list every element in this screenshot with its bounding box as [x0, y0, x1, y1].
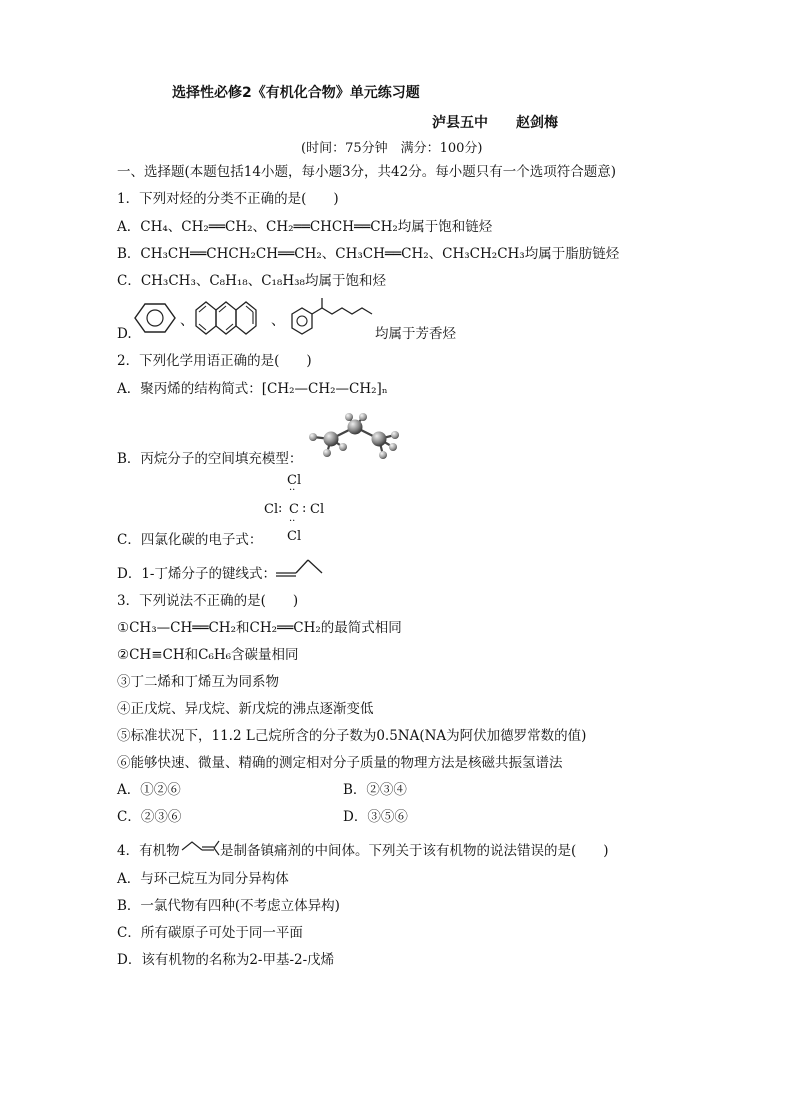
ccl4-cl-top: Cl	[287, 473, 302, 488]
1-butene-skeletal-formula	[274, 556, 326, 578]
q2-option-a: A．聚丙烯的结构简式：[CH₂—CH₂—CH₂]ₙ	[117, 381, 388, 397]
section-heading: 一、选择题(本题包括14小题，每小题3分，共42分。每小题只有一个选项符合题意)	[117, 164, 616, 180]
author-name: 赵剑梅	[516, 115, 558, 131]
ccl4-c-atom: C	[289, 502, 299, 517]
q1-option-a: A．CH₄、CH₂══CH₂、CH₂══CHCH══CH₂均属于饱和链烃	[117, 219, 493, 235]
q3-stem: 3．下列说法不正确的是( )	[117, 593, 299, 609]
q1-stem: 1．下列对烃的分类不正确的是( )	[117, 191, 339, 207]
q2-option-b: B．丙烷分子的空间填充模型：	[117, 451, 303, 467]
q1-option-b: B．CH₃CH══CHCH₂CH══CH₂、CH₃CH══CH₂、CH₃CH₂CH₃均属于脂肪链烃	[117, 246, 620, 262]
2-methyl-2-pentene-skeletal-formula	[180, 836, 220, 858]
propane-space-filling-model	[303, 413, 405, 461]
q4-option-d: D．该有机物的名称为2-甲基-2-戊烯	[117, 952, 335, 968]
q3-statement-2: ②CH≡CH和C₆H₆含碳量相同	[117, 647, 299, 663]
q3-option-d: D．③⑤⑥	[343, 809, 408, 825]
q3-statement-3: ③丁二烯和丁烯互为同系物	[117, 674, 279, 690]
q1-d-sep-2: 、	[271, 313, 285, 329]
ccl4-cl-left: Cl	[264, 502, 279, 517]
q3-statement-5: ⑤标准状况下，11.2 L己烷所含的分子数为0.5NA(NA为阿伏加德罗常数的值)	[117, 728, 587, 744]
q2-option-c: C．四氯化碳的电子式：	[117, 532, 263, 548]
ccl4-cl-right: Cl	[310, 502, 325, 517]
q2-stem: 2．下列化学用语正确的是( )	[117, 353, 312, 369]
q1-option-d-text: 均属于芳香烃	[375, 326, 456, 342]
q4-option-a: A．与环己烷互为同分异构体	[117, 871, 289, 887]
q4-option-b: B．一氯代物有四种(不考虑立体异构)	[117, 898, 340, 914]
q2-option-d: D．1-丁烯分子的键线式：	[117, 566, 276, 582]
ccl4-cl-bottom: Cl	[287, 529, 302, 544]
ccl4-dots-bottom: ··	[289, 516, 296, 527]
q1-d-sep-1: 、	[180, 313, 194, 329]
q3-statement-1: ①CH₃—CH══CH₂和CH₂══CH₂的最简式相同	[117, 620, 402, 636]
q1-option-d-label: D.	[117, 326, 132, 342]
q3-statement-4: ④正戊烷、异戊烷、新戊烷的沸点逐渐变低	[117, 701, 374, 717]
exam-time-info: (时间：75分钟 满分：100分)	[301, 141, 483, 156]
q4-stem-post: 是制备镇痛剂的中间体。下列关于该有机物的说法错误的是( )	[220, 843, 609, 859]
q3-option-b: B．②③④	[343, 782, 407, 798]
ccl4-colon-right: :	[302, 501, 307, 516]
q3-option-c: C．②③⑥	[117, 809, 182, 825]
page-title: 选择性必修2《有机化合物》单元练习题	[172, 85, 420, 101]
ccl4-colon-left: :	[278, 501, 283, 516]
school-name: 泸县五中	[432, 115, 488, 131]
q4-stem-pre: 4．有机物	[117, 843, 180, 859]
benzene-structure	[133, 300, 177, 336]
q4-option-c: C．所有碳原子可处于同一平面	[117, 925, 303, 941]
q3-option-a: A．①②⑥	[117, 782, 181, 798]
author-line	[432, 112, 586, 132]
anthracene-structure	[194, 296, 268, 340]
q1-option-c: C．CH₃CH₃、C₈H₁₈、C₁₈H₃₈均属于饱和烃	[117, 273, 386, 289]
pentylbenzene-structure	[284, 296, 384, 342]
q3-statement-6: ⑥能够快速、微量、精确的测定相对分子质量的物理方法是核磁共振氢谱法	[117, 755, 563, 771]
ccl4-dots-top: ··	[289, 485, 296, 496]
